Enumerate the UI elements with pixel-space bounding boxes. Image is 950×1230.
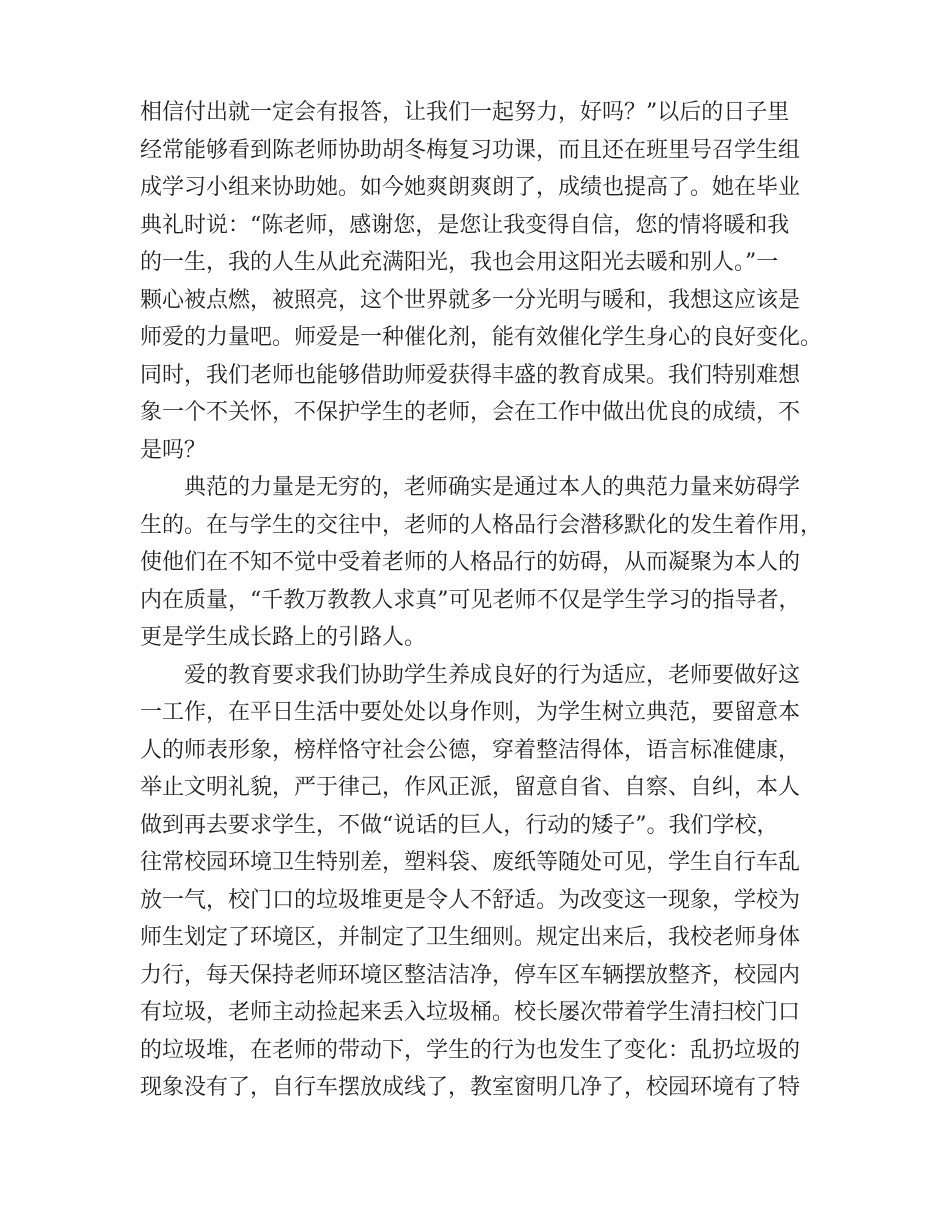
text-line: 使他们在不知不觉中受着老师的人格品行的妨碍，从而凝聚为本人的 (140, 550, 801, 575)
text-line: 举止文明礼貌，严于律己，作风正派，留意自省、自察、自纠，本人 (140, 775, 801, 800)
paragraph-2 (140, 469, 823, 657)
text-line: 生的。在与学生的交往中，老师的人格品行会潜移默化的发生着作用， (140, 512, 823, 538)
text-line: 颗心被点燃，被照亮，这个世界就多一分光明与暖和，我想这应该是 (140, 287, 801, 313)
text-line: 更是学生成长路上的引路人。 (140, 625, 427, 650)
text-line: 成学习小组来协助她。如今她爽朗爽朗了，成绩也提高了。她在毕业 (140, 175, 801, 200)
text-line: 象一个不关怀，不保护学生的老师，会在工作中做出优良的成绩，不 (140, 400, 801, 425)
text-line: 同时，我们老师也能够借助师爱获得丰盛的教育成果。我们特别难想 (140, 362, 801, 388)
text-line: 内在质量，“千教万教教人求真”可见老师不仅是学生学习的指导者， (140, 587, 801, 613)
text-line: 师生划定了环境区，并制定了卫生细则。规定出来后，我校老师身体 (140, 925, 801, 950)
text-line: 人的师表形象，榜样恪守社会公德，穿着整洁得体，语言标准健康， (140, 737, 801, 763)
text-line: 有垃圾，老师主动捡起来丢入垃圾桶。校长屡次带着学生清扫校门口 (140, 1000, 801, 1025)
text-line: 做到再去要求学生，不做“说话的巨人，行动的矮子”。我们学校， (140, 812, 779, 838)
text-line: 一工作，在平日生活中要处处以身作则，为学生树立典范，要留意本 (140, 700, 801, 725)
document-body (140, 94, 823, 1107)
text-line: 力行，每天保持老师环境区整洁洁净，停车区车辆摆放整齐，校园内 (140, 962, 801, 988)
text-line: 是吗？ (140, 437, 207, 463)
text-line: 往常校园环境卫生特别差，塑料袋、废纸等随处可见，学生自行车乱 (140, 850, 801, 875)
text-line: 的垃圾堆，在老师的带动下，学生的行为也发生了变化：乱扔垃圾的 (140, 1037, 801, 1063)
text-line: 经常能够看到陈老师协助胡冬梅复习功课，而且还在班里号召学生组 (140, 137, 801, 163)
text-line: 典范的力量是无穷的，老师确实是通过本人的典范力量来妨碍学 (140, 475, 801, 500)
paragraph-3 (140, 657, 806, 1107)
text-line: 相信付出就一定会有报答，让我们一起努力，好吗？”以后的日子里 (140, 100, 790, 125)
paragraph-1 (140, 94, 823, 469)
text-line: 的一生，我的人生从此充满阳光，我也会用这阳光去暖和别人。”一 (140, 250, 779, 275)
text-line: 现象没有了，自行车摆放成线了，教室窗明几净了，校园环境有了特 (140, 1075, 801, 1100)
text-line: 师爱的力量吧。师爱是一种催化剂，能有效催化学生身心的良好变化。 (140, 325, 823, 350)
text-line: 放一气，校门口的垃圾堆更是令人不舒适。为改变这一现象，学校为 (140, 887, 801, 913)
text-line: 典礼时说：“陈老师，感谢您，是您让我变得自信，您的情将暖和我 (140, 212, 790, 238)
text-line: 爱的教育要求我们协助学生养成良好的行为适应，老师要做好这 (140, 662, 801, 688)
